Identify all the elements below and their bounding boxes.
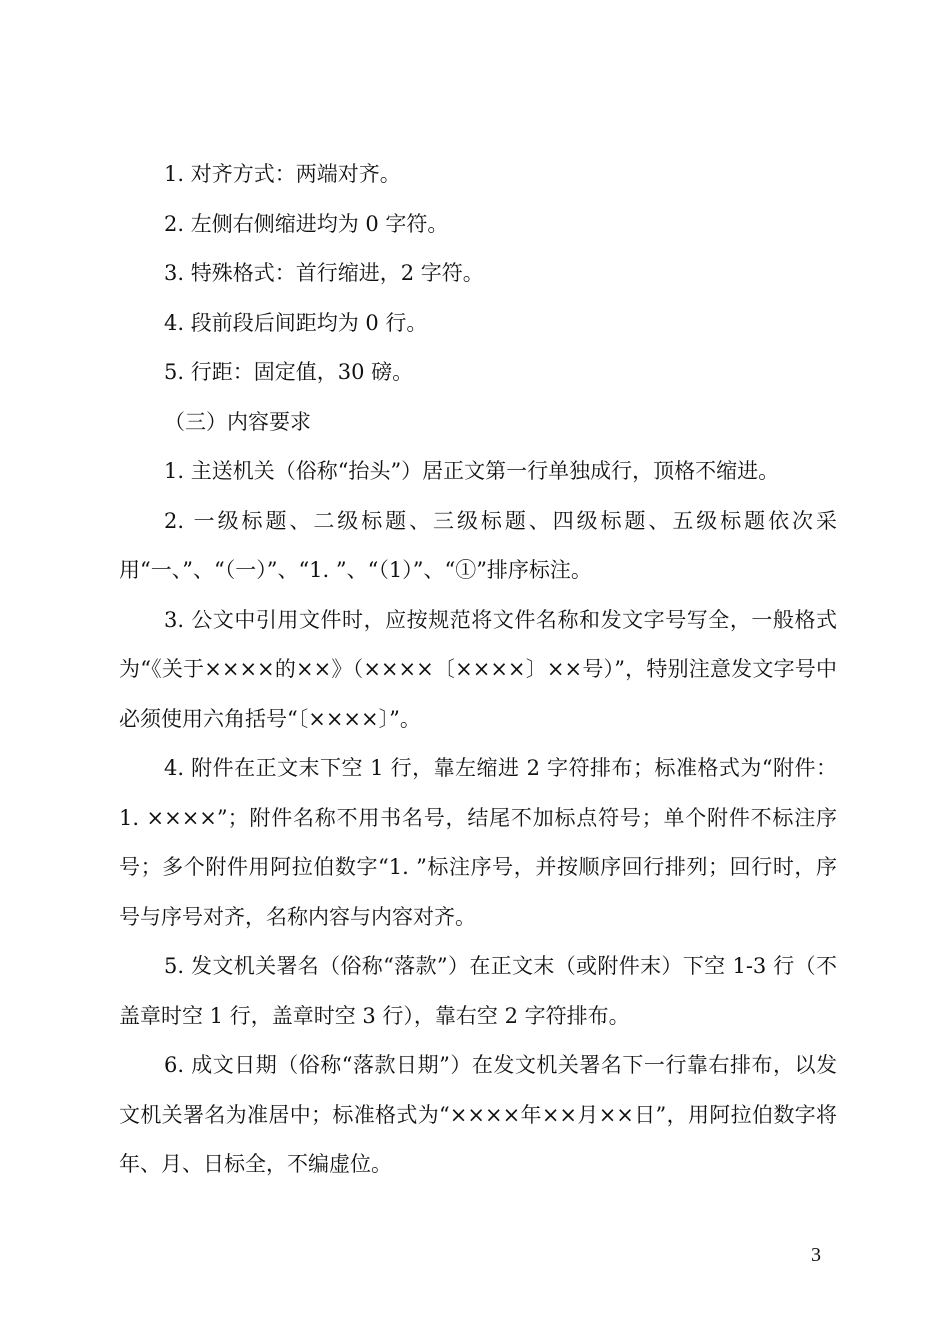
paragraph-alignment: 1. 对齐方式：两端对齐。 (164, 162, 401, 186)
paragraph-line-spacing: 5. 行距：固定值，30 磅。 (164, 360, 414, 384)
paragraph-indentation: 2. 左侧右侧缩进均为 0 字符。 (164, 211, 449, 236)
paragraph-recipient: 1. 主送机关（俗称“抬头”）居正文第一行单独成行，顶格不缩进。 (164, 459, 780, 483)
paragraph-spacing: 4. 段前段后间距均为 0 行。 (164, 310, 428, 335)
section-heading-content-requirements: （三）内容要求 (164, 409, 311, 434)
document-body (119, 150, 837, 1190)
paragraph-signature: 5. 发文机关署名（俗称“落款”）在正文末（或附件末）下空 1-3 行（不盖章时空 1 行，盖章时空 3 行），靠右空 2 字符排布。 (119, 954, 837, 1028)
paragraph-date: 6. 成文日期（俗称“落款日期”）在发文机关署名下一行靠右排布，以发文机关署名为准居中；标准格式为“××××年××月××日”，用阿拉伯数字将年、月、日标全，不编虚位。 (119, 1053, 837, 1176)
paragraph-attachments: 4. 附件在正文末下空 1 行，靠左缩进 2 字符排布；标准格式为“附件：1. ××××”；附件名称不用书名号，结尾不加标点符号；单个附件不标注序号；多个附件用阿拉伯数字“1. ”标注序号，并按顺序回行排列；回行时，序号与序号对齐，名称内容与内容对齐。 (119, 756, 837, 929)
page-number: 3 (811, 1244, 821, 1266)
paragraph-file-citation: 3. 公文中引用文件时，应按规范将文件名称和发文字号写全，一般格式为“《关于××××的××》（××××〔××××〕××号）”，特别注意发文字号中必须使用六角括号“〔××××〕”。 (119, 607, 837, 731)
paragraph-heading-levels: 2. 一级标题、二级标题、三级标题、四级标题、五级标题依次采用“一、”、“（一）”、“1. ”、“（1）”、“①”排序标注。 (119, 508, 837, 582)
paragraph-special-format: 3. 特殊格式：首行缩进，2 字符。 (164, 261, 484, 285)
